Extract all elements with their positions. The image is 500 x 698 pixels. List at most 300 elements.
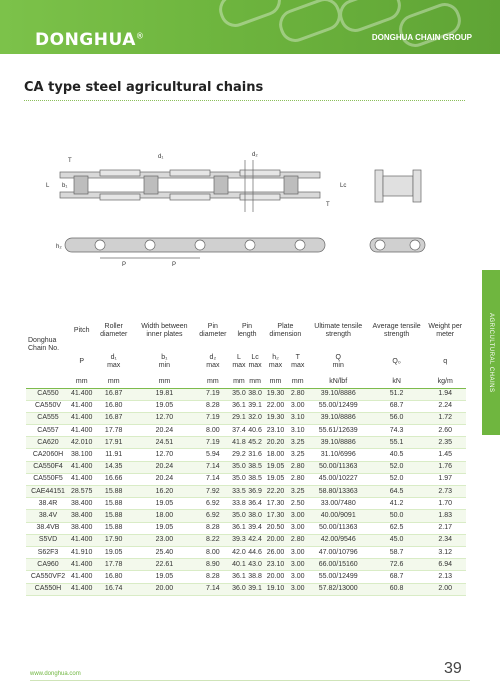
table-cell: 41.400 xyxy=(70,388,93,400)
table-cell: 38.8 xyxy=(247,571,263,583)
table-cell: 19.05 xyxy=(263,461,288,473)
table-cell: 19.05 xyxy=(134,498,195,510)
table-row xyxy=(26,425,466,437)
table-cell: 2.80 xyxy=(288,461,308,473)
page-header xyxy=(0,0,500,54)
symbol: d₁ xyxy=(110,354,117,361)
table-cell: 43.0 xyxy=(247,559,263,571)
table-cell: 17.30 xyxy=(263,510,288,522)
table-cell: 41.400 xyxy=(70,425,93,437)
symbol-cell xyxy=(134,348,195,376)
table-row xyxy=(26,559,466,571)
table-cell: 36.1 xyxy=(231,522,247,534)
table-cell: 40.6 xyxy=(247,425,263,437)
table-cell: 7.14 xyxy=(195,461,231,473)
chain-number-cell: S62F3 xyxy=(26,546,70,558)
symbol-cell xyxy=(288,348,308,376)
header-pin-length: Pin length xyxy=(237,323,257,338)
table-cell: 3.00 xyxy=(288,583,308,595)
symbol: d₂ xyxy=(209,354,217,361)
table-cell: 39.1 xyxy=(247,583,263,595)
table-cell: 20.00 xyxy=(263,571,288,583)
chain-number-cell: CA550V xyxy=(26,400,70,412)
table-row xyxy=(26,437,466,449)
chain-number-cell: CA960 xyxy=(26,559,70,571)
table-cell: 39.10/8886 xyxy=(308,437,369,449)
table-cell: 22.00 xyxy=(263,400,288,412)
table-cell: 26.00 xyxy=(263,546,288,558)
symbol-cell xyxy=(93,348,134,376)
table-cell: 1.94 xyxy=(424,388,466,400)
table-cell: 2.34 xyxy=(424,534,466,546)
table-cell: 3.00 xyxy=(288,522,308,534)
chain-technical-drawing xyxy=(40,140,460,280)
chain-number-cell: CAE44151 xyxy=(26,486,70,498)
qualifier: max xyxy=(107,362,121,369)
table-cell: 2.73 xyxy=(424,486,466,498)
table-cell: 3.00 xyxy=(288,510,308,522)
table-cell: 3.25 xyxy=(288,437,308,449)
chain-top-view xyxy=(60,160,320,212)
table-row xyxy=(26,510,466,522)
table-cell: 55.1 xyxy=(369,437,425,449)
table-cell: 18.00 xyxy=(263,449,288,461)
table-cell: 3.25 xyxy=(288,449,308,461)
table-cell: 51.2 xyxy=(369,388,425,400)
table-cell: 17.78 xyxy=(93,425,134,437)
symbol: T xyxy=(295,354,300,361)
table-cell: 35.0 xyxy=(231,461,247,473)
symbol-cell xyxy=(263,348,288,376)
table-cell: 39.3 xyxy=(231,534,247,546)
table-cell: 2.50 xyxy=(288,498,308,510)
dim-label-pitch-2: P xyxy=(172,262,177,268)
chain-graphic xyxy=(200,0,500,54)
table-cell: 7.14 xyxy=(195,583,231,595)
table-cell: 55.61/12639 xyxy=(308,425,369,437)
symbol: L xyxy=(236,354,241,361)
table-cell: 1.72 xyxy=(424,412,466,424)
table-cell: 17.78 xyxy=(93,559,134,571)
table-cell: 19.05 xyxy=(263,473,288,485)
table-cell: 20.24 xyxy=(134,473,195,485)
header-plate: Plate dimension xyxy=(269,323,302,338)
dim-label-h2: h₂ xyxy=(56,244,62,250)
chain-number-cell: CA555 xyxy=(26,412,70,424)
qualifier: max xyxy=(248,362,262,369)
table-row xyxy=(26,449,466,461)
symbol-cell xyxy=(424,348,466,376)
chain-number-cell: CA620 xyxy=(26,437,70,449)
symbol-cell xyxy=(247,348,263,376)
table-cell: 33.8 xyxy=(231,498,247,510)
table-cell: 19.10 xyxy=(263,583,288,595)
table-cell: 41.400 xyxy=(70,400,93,412)
table-cell: 32.0 xyxy=(247,412,263,424)
table-cell: 35.0 xyxy=(231,473,247,485)
table-cell: 16.87 xyxy=(93,412,134,424)
table-cell: 2.80 xyxy=(288,473,308,485)
dim-label-d2: d₂ xyxy=(252,152,258,158)
qualifier: max xyxy=(268,362,283,369)
header-ats: Average tensile strength xyxy=(372,323,421,338)
table-cell: 36.9 xyxy=(247,486,263,498)
table-cell: 11.91 xyxy=(93,449,134,461)
table-cell: 55.00/12499 xyxy=(308,571,369,583)
table-cell: 52.0 xyxy=(369,461,425,473)
page-title: CA type steel agricultural chains xyxy=(24,80,264,95)
dim-label-lc: Lc xyxy=(340,183,347,189)
table-cell: 50.00/11363 xyxy=(308,461,369,473)
table-cell: 19.05 xyxy=(134,400,195,412)
table-cell: 38.400 xyxy=(70,498,93,510)
chain-number-cell: CA550VF2 xyxy=(26,571,70,583)
unit-cell: kg/m xyxy=(424,376,466,388)
table-cell: 2.35 xyxy=(424,437,466,449)
table-cell: 18.00 xyxy=(134,510,195,522)
dim-label-l: L xyxy=(46,183,50,189)
table-cell: 19.81 xyxy=(134,388,195,400)
symbol-cell xyxy=(70,348,93,376)
table-row xyxy=(26,461,466,473)
table-cell: 38.400 xyxy=(70,510,93,522)
table-cell: 1.83 xyxy=(424,510,466,522)
table-row xyxy=(26,473,466,485)
table-cell: 15.88 xyxy=(93,522,134,534)
table-cell: 8.28 xyxy=(195,522,231,534)
table-cell: 38.5 xyxy=(247,473,263,485)
table-cell: 2.80 xyxy=(288,534,308,546)
table-cell: 22.20 xyxy=(263,486,288,498)
table-cell: 16.20 xyxy=(134,486,195,498)
table-cell: 44.6 xyxy=(247,546,263,558)
chain-number-cell: CA557 xyxy=(26,425,70,437)
header-uts: Ultimate tensile strength xyxy=(314,323,363,338)
unit-cell: mm xyxy=(247,376,263,388)
table-body xyxy=(26,388,466,595)
chain-number-cell: CA2060H xyxy=(26,449,70,461)
table-cell: 41.400 xyxy=(70,534,93,546)
table-cell: 15.88 xyxy=(93,510,134,522)
dim-label-t-top: T xyxy=(68,158,72,164)
symbol: Q xyxy=(335,354,341,361)
table-cell: 47.00/10796 xyxy=(308,546,369,558)
table-row xyxy=(26,388,466,400)
table-cell: 72.6 xyxy=(369,559,425,571)
table-cell: 41.400 xyxy=(70,473,93,485)
table-cell: 56.0 xyxy=(369,412,425,424)
table-cell: 41.2 xyxy=(369,498,425,510)
table-cell: 17.30 xyxy=(263,498,288,510)
table-cell: 38.0 xyxy=(247,388,263,400)
table-cell: 41.400 xyxy=(70,571,93,583)
table-row xyxy=(26,400,466,412)
table-cell: 7.19 xyxy=(195,412,231,424)
table-cell: 23.10 xyxy=(263,425,288,437)
table-cell: 33.00/7480 xyxy=(308,498,369,510)
table-units-row xyxy=(26,376,466,388)
dim-label-d1: d₁ xyxy=(158,154,164,160)
side-tab-label: AGRICULTURAL CHAINS xyxy=(488,312,494,393)
header-chain-no: Donghua Chain No. xyxy=(28,337,60,352)
chain-number-cell: 38.4V xyxy=(26,510,70,522)
header-width: Width between inner plates xyxy=(141,323,188,338)
table-cell: 20.00 xyxy=(134,583,195,595)
table-cell: 29.1 xyxy=(231,412,247,424)
table-cell: 64.5 xyxy=(369,486,425,498)
table-cell: 38.0 xyxy=(247,510,263,522)
table-cell: 45.2 xyxy=(247,437,263,449)
symbol: P xyxy=(79,358,85,365)
table-cell: 38.400 xyxy=(70,522,93,534)
qualifier: max xyxy=(232,362,246,369)
table-cell: 2.60 xyxy=(424,425,466,437)
qualifier: min xyxy=(158,362,171,369)
table-cell: 31.10/6996 xyxy=(308,449,369,461)
table-cell: 38.100 xyxy=(70,449,93,461)
table-cell: 3.10 xyxy=(288,412,308,424)
table-cell: 2.17 xyxy=(424,522,466,534)
table-cell: 16.87 xyxy=(93,388,134,400)
table-cell: 42.0 xyxy=(231,546,247,558)
chain-number-cell: CA550F5 xyxy=(26,473,70,485)
table-cell: 36.1 xyxy=(231,571,247,583)
table-cell: 40.00/9091 xyxy=(308,510,369,522)
header-weight: Weight per meter xyxy=(428,323,463,338)
chain-number-cell: 38.4VB xyxy=(26,522,70,534)
table-cell: 68.7 xyxy=(369,571,425,583)
table-cell: 3.00 xyxy=(288,559,308,571)
table-cell: 16.80 xyxy=(93,400,134,412)
table-cell: 52.0 xyxy=(369,473,425,485)
table-cell: 1.76 xyxy=(424,461,466,473)
table-cell: 40.1 xyxy=(231,559,247,571)
table-cell: 19.05 xyxy=(134,522,195,534)
table-cell: 3.25 xyxy=(288,486,308,498)
table-cell: 16.74 xyxy=(93,583,134,595)
table-cell: 6.94 xyxy=(424,559,466,571)
table-cell: 23.00 xyxy=(134,534,195,546)
table-row xyxy=(26,534,466,546)
table-header-symbols xyxy=(26,348,466,376)
table-cell: 17.91 xyxy=(93,437,134,449)
table-cell: 20.24 xyxy=(134,425,195,437)
table-cell: 1.45 xyxy=(424,449,466,461)
unit-cell: mm xyxy=(263,376,288,388)
group-name: DONGHUA CHAIN GROUP xyxy=(371,33,472,42)
unit-cell: mm xyxy=(93,376,134,388)
unit-cell: kN xyxy=(369,376,425,388)
table-cell: 25.40 xyxy=(134,546,195,558)
symbol-cell xyxy=(195,348,231,376)
table-cell: 16.80 xyxy=(93,571,134,583)
table-row xyxy=(26,546,466,558)
dim-label-t-right: T xyxy=(326,202,330,208)
table-cell: 6.92 xyxy=(195,510,231,522)
table-cell: 14.35 xyxy=(93,461,134,473)
table-cell: 55.00/12499 xyxy=(308,400,369,412)
section-side-tab xyxy=(482,270,500,435)
table-cell: 45.00/10227 xyxy=(308,473,369,485)
table-cell: 39.10/8886 xyxy=(308,388,369,400)
table-cell: 8.28 xyxy=(195,571,231,583)
chain-number-cell: S5VD xyxy=(26,534,70,546)
table-cell: 38.5 xyxy=(247,461,263,473)
unit-cell: mm xyxy=(231,376,247,388)
table-cell: 20.24 xyxy=(134,461,195,473)
table-cell: 19.30 xyxy=(263,412,288,424)
symbol-cell xyxy=(231,348,247,376)
footer-url: www.donghua.com xyxy=(30,671,81,677)
table-cell: 3.10 xyxy=(288,425,308,437)
table-cell: 2.24 xyxy=(424,400,466,412)
table-cell: 41.400 xyxy=(70,559,93,571)
symbol: h₂ xyxy=(272,354,279,361)
table-cell: 12.70 xyxy=(134,412,195,424)
table-cell: 8.00 xyxy=(195,425,231,437)
table-cell: 2.80 xyxy=(288,388,308,400)
table-cell: 6.92 xyxy=(195,498,231,510)
chain-number-cell: CA550 xyxy=(26,388,70,400)
symbol: b₁ xyxy=(161,354,168,361)
table-cell: 39.1 xyxy=(247,400,263,412)
header-pin-diameter: Pin diameter xyxy=(199,323,227,338)
table-header-groups xyxy=(26,314,466,348)
table-row xyxy=(26,583,466,595)
table-row xyxy=(26,498,466,510)
table-cell: 2.00 xyxy=(424,583,466,595)
table-cell: 42.00/9546 xyxy=(308,534,369,546)
symbol: Lc xyxy=(251,354,259,361)
table-cell: 19.05 xyxy=(134,571,195,583)
table-cell: 41.400 xyxy=(70,583,93,595)
unit-cell: mm xyxy=(288,376,308,388)
table-cell: 8.00 xyxy=(195,546,231,558)
unit-cell xyxy=(26,376,70,388)
table-cell: 31.6 xyxy=(247,449,263,461)
unit-cell: mm xyxy=(134,376,195,388)
chain-number-cell: CA550H xyxy=(26,583,70,595)
table-cell: 16.66 xyxy=(93,473,134,485)
table-cell: 62.5 xyxy=(369,522,425,534)
table-cell: 3.12 xyxy=(424,546,466,558)
table-cell: 42.010 xyxy=(70,437,93,449)
table-cell: 37.4 xyxy=(231,425,247,437)
dim-label-b1: b₁ xyxy=(62,183,68,189)
qualifier: max xyxy=(291,362,305,369)
specification-table xyxy=(26,314,466,596)
table-cell: 45.0 xyxy=(369,534,425,546)
table-cell: 7.92 xyxy=(195,486,231,498)
table-row xyxy=(26,412,466,424)
symbol: Q₀ xyxy=(392,358,401,365)
title-divider xyxy=(24,100,465,101)
footer-divider xyxy=(30,680,470,681)
table-cell: 29.2 xyxy=(231,449,247,461)
table-row xyxy=(26,486,466,498)
table-cell: 20.00 xyxy=(263,534,288,546)
table-cell: 41.400 xyxy=(70,412,93,424)
table-cell: 39.10/8886 xyxy=(308,412,369,424)
symbol-cell xyxy=(308,348,369,376)
brand-name: DONGHUA xyxy=(35,30,136,50)
chain-number-cell: 38.4R xyxy=(26,498,70,510)
unit-cell: mm xyxy=(70,376,93,388)
registered-mark: ® xyxy=(135,31,145,41)
table-cell: 58.80/13363 xyxy=(308,486,369,498)
table-cell: 28.575 xyxy=(70,486,93,498)
unit-cell: kN/lbf xyxy=(308,376,369,388)
table-cell: 20.20 xyxy=(263,437,288,449)
table-cell: 40.5 xyxy=(369,449,425,461)
table-cell: 74.3 xyxy=(369,425,425,437)
table-cell: 58.7 xyxy=(369,546,425,558)
table-cell: 7.14 xyxy=(195,473,231,485)
table-cell: 17.90 xyxy=(93,534,134,546)
chain-number-cell: CA550F4 xyxy=(26,461,70,473)
table-cell: 3.00 xyxy=(288,546,308,558)
dim-label-pitch-1: P xyxy=(122,262,127,268)
header-pitch: Pitch xyxy=(73,327,90,334)
table-cell: 41.400 xyxy=(70,461,93,473)
table-cell: 35.0 xyxy=(231,388,247,400)
table-cell: 8.22 xyxy=(195,534,231,546)
qualifier: min xyxy=(332,362,344,369)
table-cell: 36.1 xyxy=(231,400,247,412)
symbol-cell xyxy=(369,348,425,376)
table-cell: 15.88 xyxy=(93,498,134,510)
table-cell: 41.910 xyxy=(70,546,93,558)
header-roller: Roller diameter xyxy=(100,323,128,338)
table-cell: 42.4 xyxy=(247,534,263,546)
table-cell: 5.94 xyxy=(195,449,231,461)
table-row xyxy=(26,522,466,534)
table-cell: 7.19 xyxy=(195,437,231,449)
qualifier: max xyxy=(206,362,220,369)
table-cell: 19.05 xyxy=(93,546,134,558)
table-cell: 1.70 xyxy=(424,498,466,510)
symbol: q xyxy=(443,358,448,365)
chain-side-view xyxy=(375,170,421,202)
table-cell: 50.0 xyxy=(369,510,425,522)
table-cell: 3.00 xyxy=(288,571,308,583)
table-cell: 66.00/15160 xyxy=(308,559,369,571)
chain-plate-view xyxy=(65,238,425,258)
page-number: 39 xyxy=(444,660,462,677)
table-cell: 8.28 xyxy=(195,400,231,412)
table-cell: 1.97 xyxy=(424,473,466,485)
table-cell: 41.8 xyxy=(231,437,247,449)
table-row xyxy=(26,571,466,583)
table-cell: 15.88 xyxy=(93,486,134,498)
table-cell: 35.0 xyxy=(231,510,247,522)
table-cell: 8.90 xyxy=(195,559,231,571)
table-cell: 57.82/13000 xyxy=(308,583,369,595)
table-cell: 50.00/11363 xyxy=(308,522,369,534)
table-cell: 24.51 xyxy=(134,437,195,449)
table-cell: 19.30 xyxy=(263,388,288,400)
unit-cell: mm xyxy=(195,376,231,388)
table-cell: 3.00 xyxy=(288,400,308,412)
table-cell: 36.4 xyxy=(247,498,263,510)
table-cell: 60.8 xyxy=(369,583,425,595)
table-cell: 23.10 xyxy=(263,559,288,571)
table-cell: 33.5 xyxy=(231,486,247,498)
table-cell: 39.4 xyxy=(247,522,263,534)
table-cell: 20.50 xyxy=(263,522,288,534)
table-cell: 12.70 xyxy=(134,449,195,461)
brand-logo xyxy=(35,30,144,50)
